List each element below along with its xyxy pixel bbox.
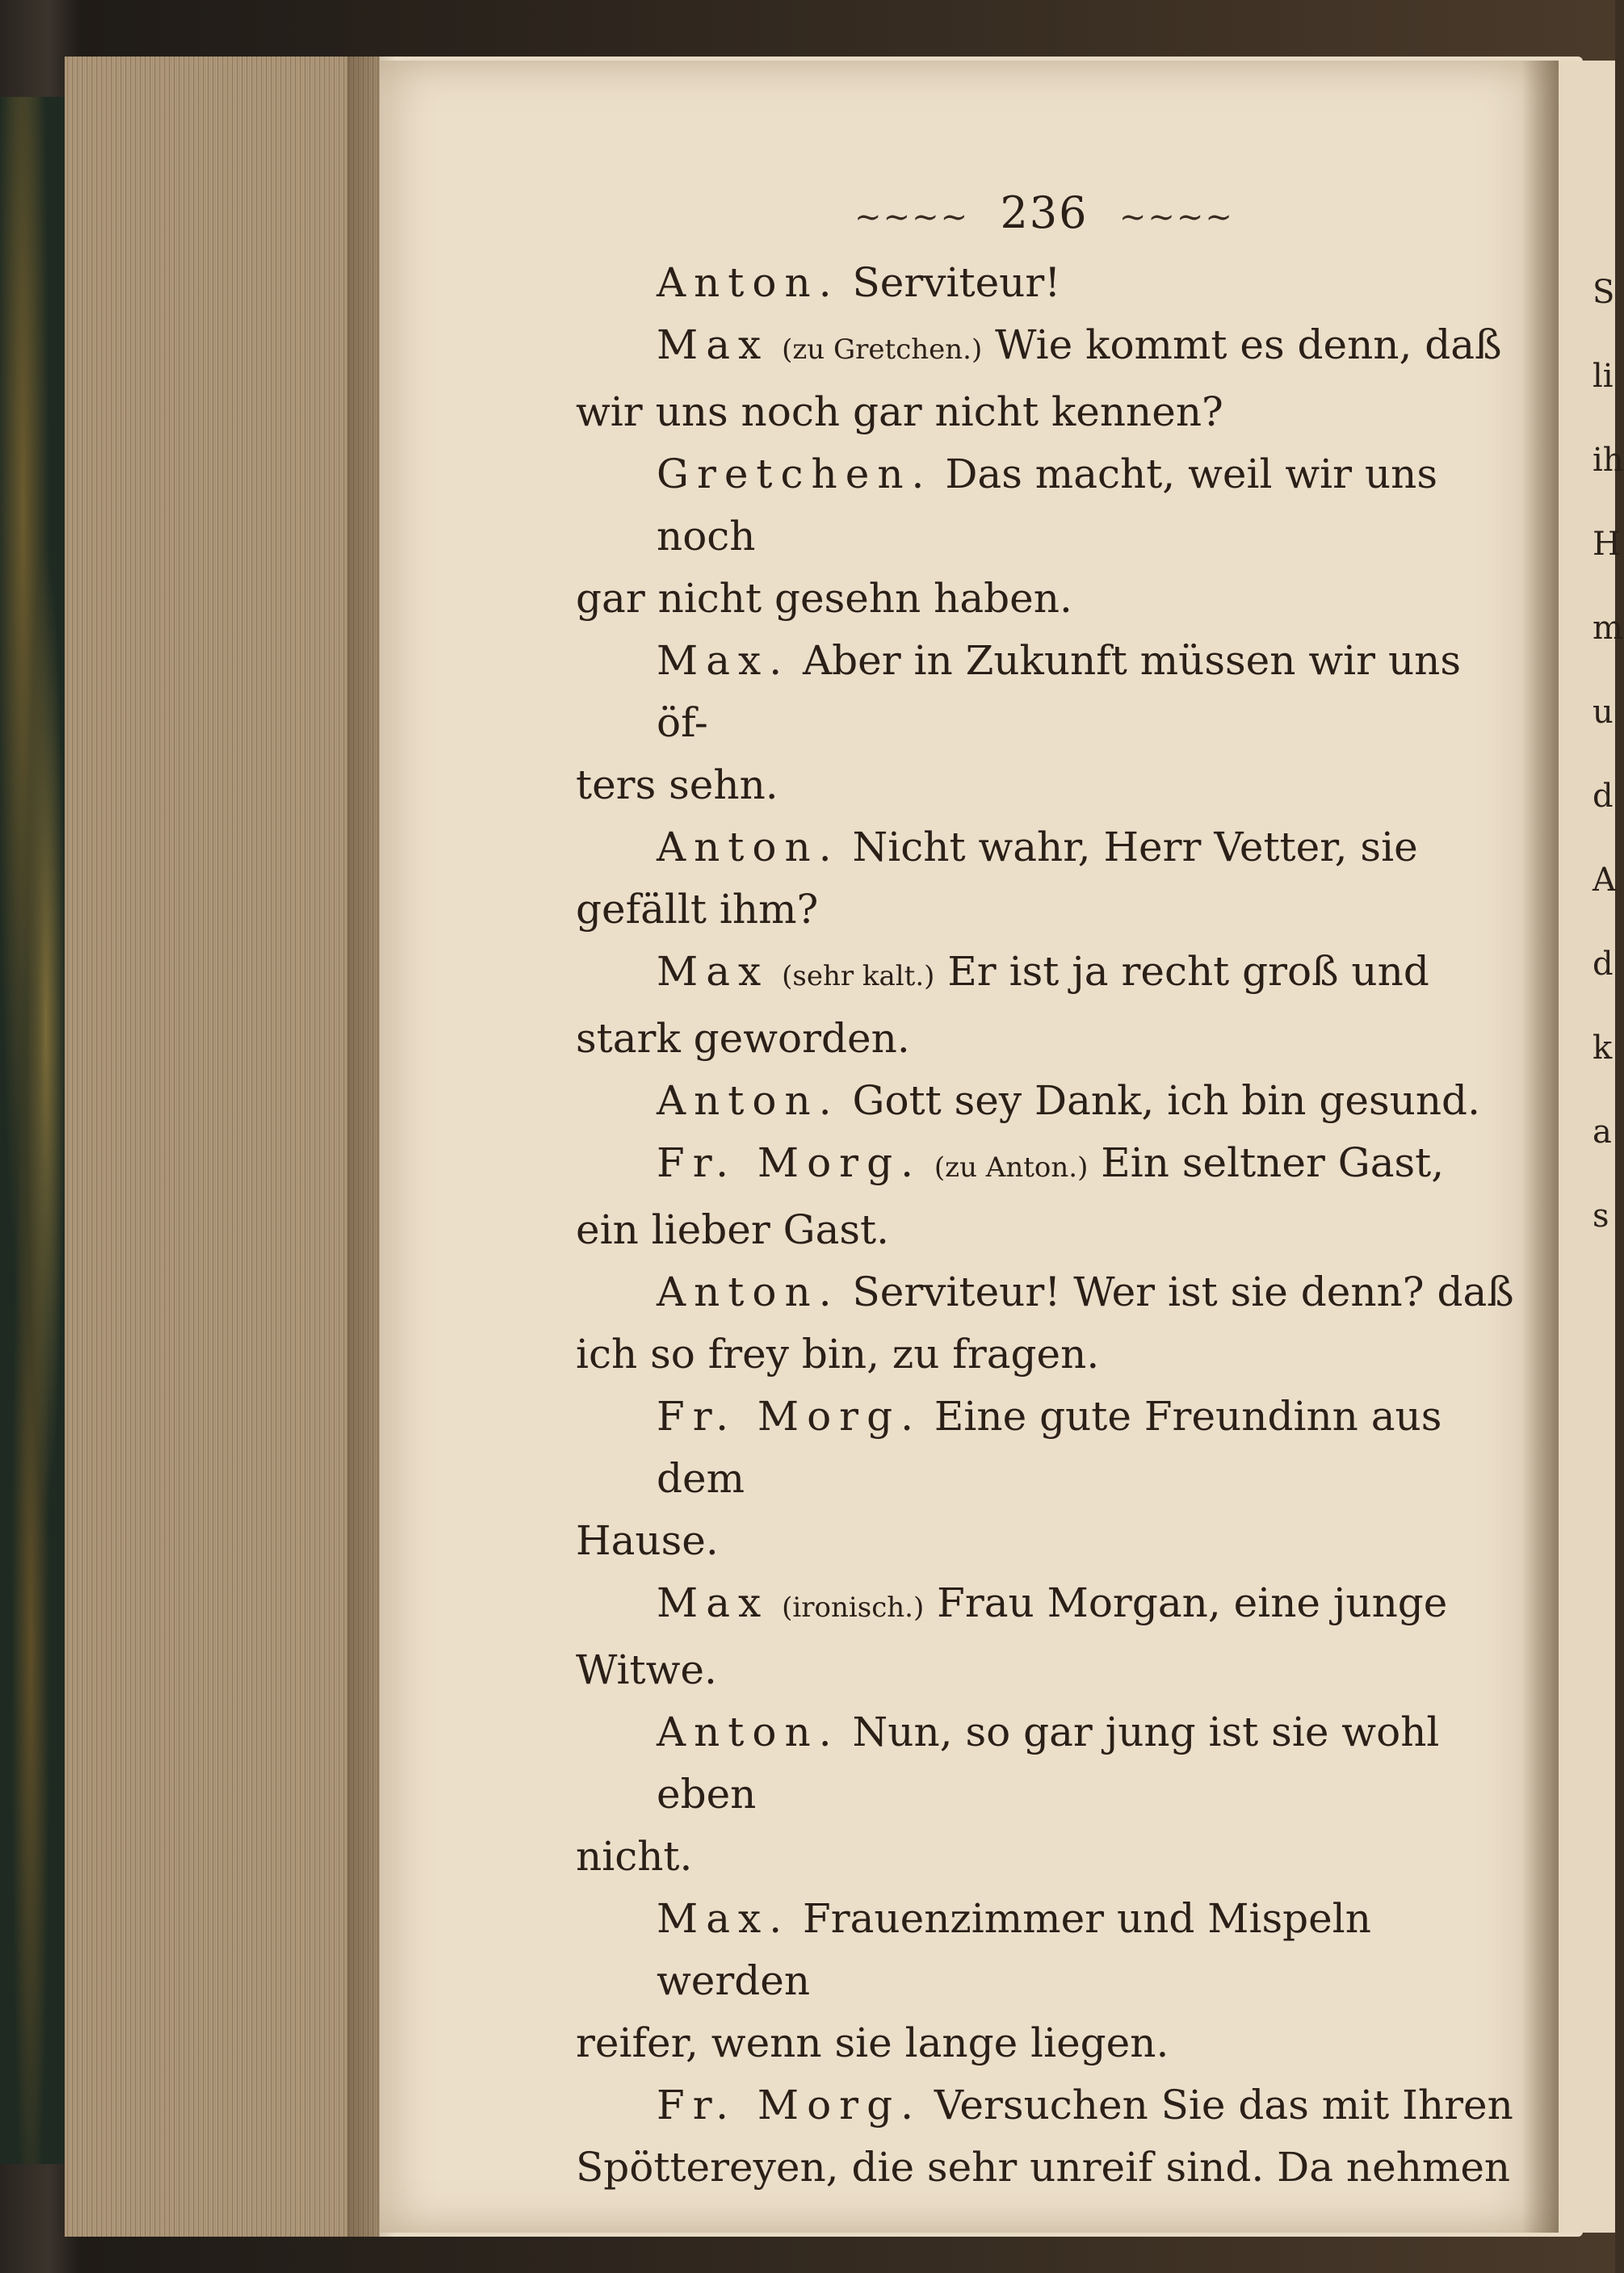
page-text	[576, 182, 1521, 2199]
speaker-name: Max.	[657, 1895, 791, 1942]
line-text: Das macht, weil wir uns noch	[657, 451, 1437, 560]
speaker-name: Gretchen.	[657, 451, 933, 497]
text-line	[576, 443, 1521, 568]
speaker-name: Fr. Morg.	[657, 1393, 921, 1440]
facing-fragment: u	[1593, 694, 1614, 731]
text-line	[576, 1826, 1521, 1888]
text-line	[576, 314, 1521, 381]
speaker-name: Fr. Morg.	[657, 2082, 921, 2128]
line-text: Witwe.	[576, 1646, 717, 1693]
text-line	[576, 1888, 1521, 2012]
stage-direction: (sehr kalt.)	[782, 960, 935, 992]
line-text: Eine gute Freundinn aus dem	[657, 1393, 1442, 1502]
line-text: Frau Morgan, eine junge	[937, 1579, 1448, 1626]
facing-fragment: k	[1593, 1030, 1613, 1067]
facing-fragment: s	[1593, 1197, 1609, 1235]
line-text: Hause.	[576, 1517, 719, 1564]
page-number: 236	[1000, 187, 1089, 238]
facing-fragment: H	[1593, 526, 1621, 563]
speaker-name: Max	[657, 1579, 770, 1626]
line-text: ein lieber Gast.	[576, 1206, 890, 1253]
facing-fragment: A	[1593, 862, 1616, 899]
text-line	[576, 1261, 1521, 1323]
stage-direction: (zu Anton.)	[934, 1151, 1089, 1184]
line-text: Nun, so gar jung ist sie wohl eben	[657, 1709, 1440, 1818]
speaker-name: Max	[657, 948, 770, 995]
line-text: Spöttereyen, die sehr unreif sind. Da nehmen	[576, 2144, 1511, 2191]
line-text: Er ist ja recht groß und	[947, 948, 1429, 995]
line-text: gar nicht gesehn haben.	[576, 575, 1072, 622]
page-edges	[65, 57, 380, 2237]
line-text: stark geworden.	[576, 1015, 910, 1062]
text-line	[576, 1572, 1521, 1639]
facing-fragment: d	[1593, 946, 1614, 983]
stage-direction: (zu Gretchen.)	[782, 333, 983, 366]
line-text: Serviteur! Wer ist sie denn? daß	[852, 1269, 1514, 1315]
line-text: Frauenzimmer und Mispeln werden	[657, 1895, 1371, 2004]
header-ornament-left: ~~~~	[854, 199, 970, 236]
text-line	[576, 1199, 1521, 1261]
speaker-name: Anton.	[657, 1269, 840, 1315]
text-line	[576, 879, 1521, 941]
line-text: ters sehn.	[576, 761, 778, 808]
facing-fragment: ih	[1593, 442, 1624, 479]
text-line	[576, 630, 1521, 754]
speaker-name: Anton.	[657, 824, 840, 870]
text-line	[576, 2137, 1521, 2199]
text-line	[576, 1008, 1521, 1070]
line-text: Aber in Zukunft müssen wir uns öf-	[657, 637, 1462, 746]
speaker-name: Max.	[657, 637, 791, 684]
facing-fragment: a	[1593, 1113, 1612, 1151]
facing-page-text	[1593, 250, 1624, 1258]
text-line	[576, 1510, 1521, 1572]
speaker-name: Anton.	[657, 1709, 840, 1755]
line-text: wir uns noch gar nicht kennen?	[576, 388, 1223, 435]
speaker-name: Max	[657, 321, 770, 368]
line-text: Nicht wahr, Herr Vetter, sie	[852, 824, 1418, 870]
stage-direction: (ironisch.)	[782, 1592, 925, 1624]
text-line	[576, 1639, 1521, 1701]
line-text: reifer, wenn sie lange liegen.	[576, 2019, 1169, 2066]
text-line	[576, 252, 1521, 314]
dialogue-lines	[576, 252, 1521, 2199]
facing-fragment: m	[1593, 610, 1623, 647]
text-line	[576, 941, 1521, 1008]
text-line	[576, 754, 1521, 816]
facing-fragment: li	[1593, 358, 1614, 395]
line-text: ich so frey bin, zu fragen.	[576, 1331, 1100, 1378]
facing-fragment: S	[1593, 274, 1615, 311]
line-text: Versuchen Sie das mit Ihren	[934, 2082, 1513, 2128]
text-line	[576, 1701, 1521, 1826]
text-line	[576, 1323, 1521, 1386]
text-line	[576, 1070, 1521, 1132]
header-ornament-right: ~~~~	[1118, 199, 1234, 236]
line-text: Ein seltner Gast,	[1101, 1139, 1445, 1186]
facing-fragment: d	[1593, 778, 1614, 815]
line-text: Serviteur!	[852, 259, 1061, 306]
line-text: Gott sey Dank, ich bin gesund.	[852, 1077, 1480, 1124]
text-line	[576, 2012, 1521, 2074]
page-header	[762, 182, 1327, 249]
text-line	[576, 816, 1521, 879]
text-line	[576, 1386, 1521, 1510]
text-line	[576, 381, 1521, 443]
text-line	[576, 568, 1521, 630]
speaker-name: Fr. Morg.	[657, 1139, 921, 1186]
line-text: gefällt ihm?	[576, 886, 819, 933]
page-gutter	[1522, 61, 1559, 2233]
speaker-name: Anton.	[657, 1077, 840, 1124]
line-text: nicht.	[576, 1833, 693, 1880]
text-line	[576, 1132, 1521, 1199]
speaker-name: Anton.	[657, 259, 840, 306]
text-line	[576, 2074, 1521, 2137]
line-text: Wie kommt es denn, daß	[995, 321, 1502, 368]
